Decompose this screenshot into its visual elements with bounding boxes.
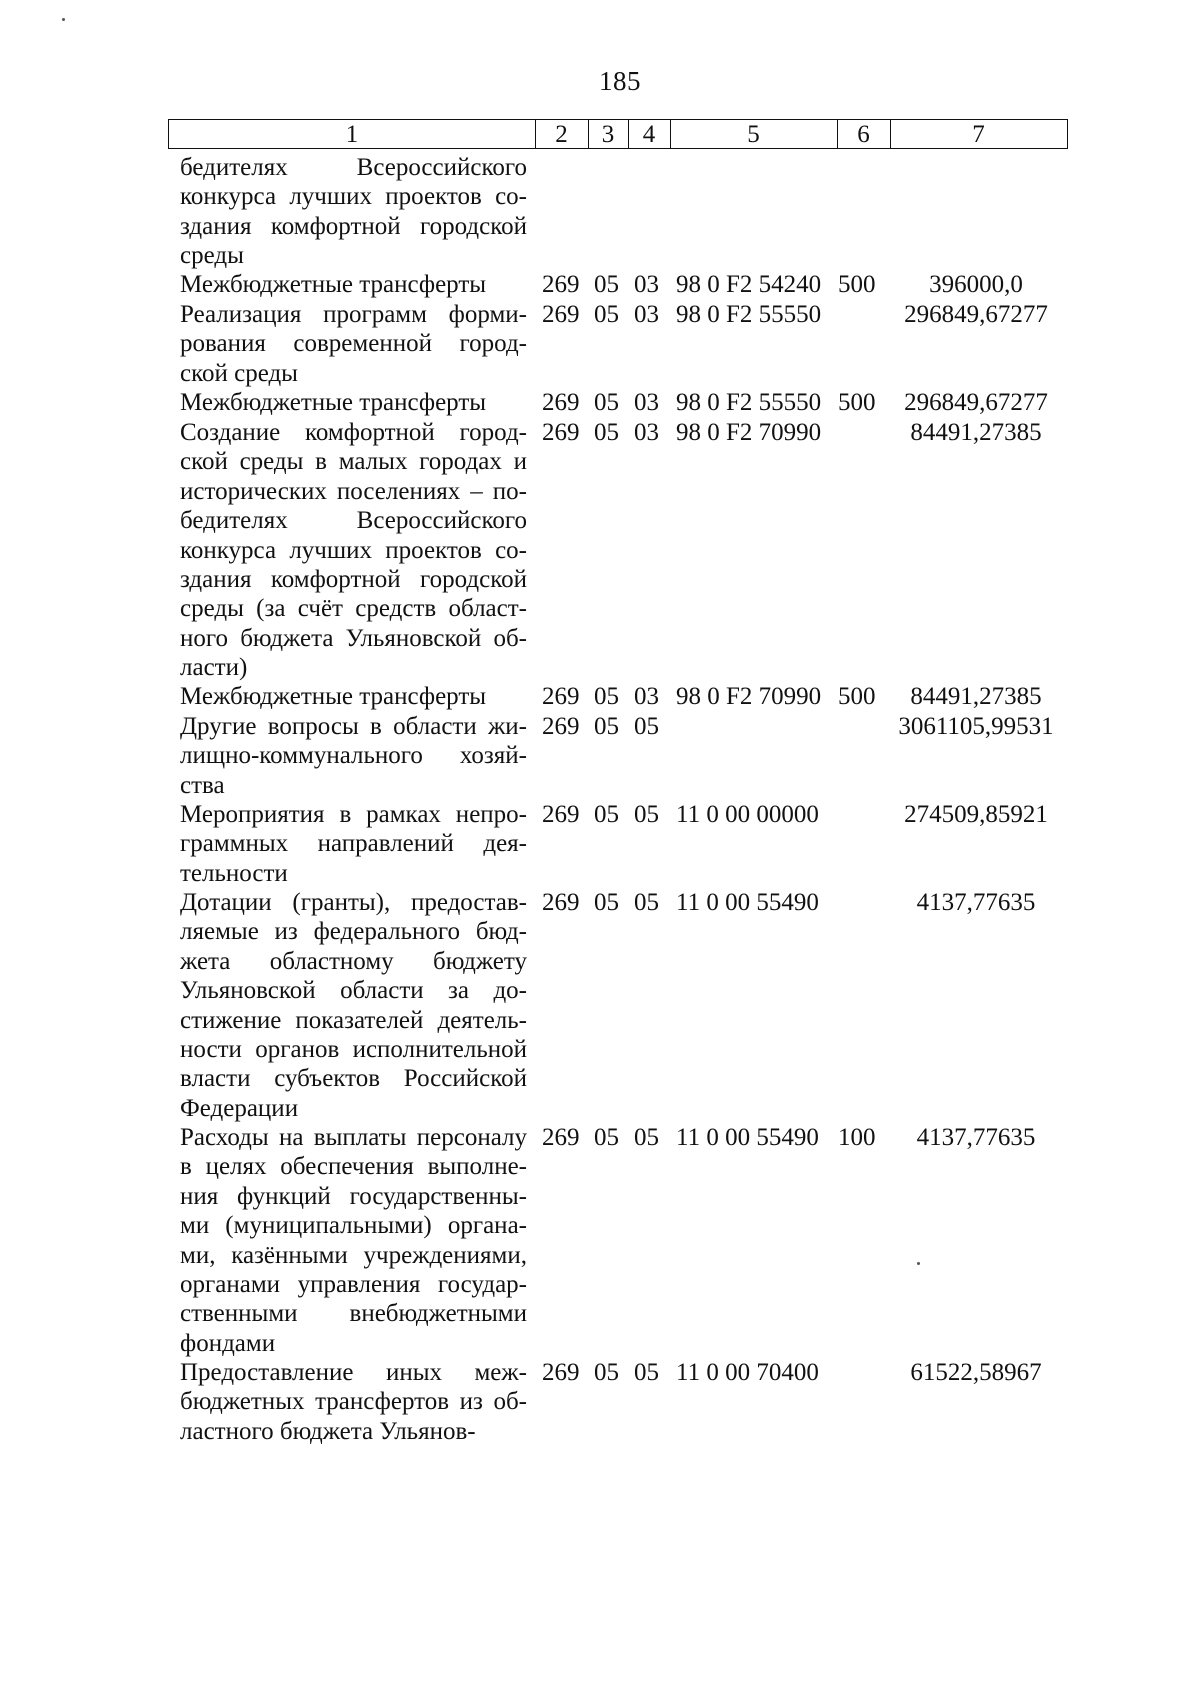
description-line: ного бюджета Ульяновской об- — [180, 624, 527, 652]
description-line: ской среды в малых городах и — [180, 448, 527, 476]
code-podrazdel: 05 — [634, 713, 659, 740]
description-line: бедителях Всероссийского — [180, 154, 527, 181]
description-line: конкурса лучших проектов со- — [180, 183, 527, 211]
amount: 296849,67277 — [904, 301, 1048, 328]
code-podrazdel: 05 — [634, 1359, 659, 1386]
description-line: ния функций государственны- — [180, 1182, 527, 1210]
code-glava: 269 — [542, 683, 580, 710]
code-glava: 269 — [542, 389, 580, 416]
header-col-1: 1 — [345, 121, 359, 148]
description-line: Создание комфортной город- — [180, 419, 527, 446]
header-col-3: 3 — [601, 121, 615, 148]
code-razdel: 05 — [594, 713, 619, 740]
code-podrazdel: 03 — [634, 271, 659, 298]
description-line: ластного бюджета Ульянов- — [180, 1417, 476, 1445]
description-line: ми, казёнными учреждениями, — [180, 1241, 527, 1269]
code-razdel: 05 — [594, 683, 619, 710]
row-description — [180, 153, 527, 271]
code-target-article: 98 0 F2 70990 — [676, 419, 822, 446]
header-col-2: 2 — [555, 121, 568, 148]
description-line: среды — [180, 242, 244, 270]
description-line: бедителях Всероссийского — [180, 507, 527, 535]
description-line: Расходы на выплаты персоналу — [180, 1124, 527, 1151]
description-line: жета областному бюджету — [180, 947, 527, 975]
amount: 4137,77635 — [916, 1124, 1036, 1151]
amount: 84491,27385 — [910, 419, 1042, 446]
header-col-6: 6 — [857, 121, 870, 148]
code-target-article: 98 0 F2 70990 — [676, 683, 822, 710]
code-target-article: 98 0 F2 54240 — [676, 271, 822, 298]
code-razdel: 05 — [594, 301, 619, 328]
amount: 396000,0 — [929, 271, 1023, 298]
row-description — [180, 1123, 527, 1358]
code-razdel: 05 — [594, 1359, 619, 1386]
code-target-article: 98 0 F2 55550 — [676, 301, 822, 328]
code-glava: 269 — [542, 1124, 580, 1151]
description-line: ской среды — [180, 359, 298, 387]
description-line: ми (муниципальными) органа- — [180, 1212, 527, 1240]
description-line: исторических поселениях – по- — [180, 477, 527, 505]
description-line: Предоставление иных меж- — [180, 1359, 527, 1386]
header-col-4: 4 — [642, 121, 656, 148]
description-line: фондами — [180, 1329, 276, 1357]
code-podrazdel: 03 — [634, 683, 659, 710]
description-line: Мероприятия в рамках непро- — [180, 801, 527, 828]
description-line: ственными внебюджетными — [180, 1300, 527, 1328]
code-podrazdel: 03 — [634, 419, 659, 446]
code-target-article: 11 0 00 00000 — [676, 801, 819, 828]
header-col-5: 5 — [747, 121, 760, 148]
row-description — [180, 388, 527, 417]
description-line: здания комфортной городской — [180, 566, 527, 594]
code-expense-type: 500 — [838, 683, 876, 710]
amount: 61522,58967 — [910, 1359, 1042, 1386]
description-line: Межбюджетные трансферты — [180, 683, 487, 710]
row-description — [180, 418, 527, 683]
description-line: Федерации — [180, 1094, 299, 1122]
description-line: органами управления государ- — [180, 1271, 527, 1299]
description-line: Дотации (гранты), предостав- — [180, 889, 527, 916]
code-expense-type: 500 — [838, 271, 876, 298]
code-glava: 269 — [542, 889, 580, 916]
description-line: среды (за счёт средств област- — [180, 595, 527, 623]
description-line: ляемые из федерального бюд- — [180, 918, 527, 946]
description-line: в целях обеспечения выполне- — [180, 1153, 527, 1181]
code-razdel: 05 — [594, 419, 619, 446]
description-line: власти субъектов Российской — [180, 1065, 527, 1093]
row-description — [180, 682, 527, 711]
description-line: лищно-коммунального хозяй- — [180, 742, 527, 770]
page-number: 185 — [599, 66, 641, 96]
description-line: стижение показателей деятель- — [180, 1006, 527, 1034]
row-description — [180, 270, 527, 299]
header-col-7: 7 — [972, 121, 985, 148]
description-line: Ульяновской области за до- — [180, 977, 527, 1005]
code-podrazdel: 03 — [634, 389, 659, 416]
code-glava: 269 — [542, 419, 580, 446]
row-description — [180, 888, 527, 1123]
code-razdel: 05 — [594, 271, 619, 298]
description-line: ласти) — [180, 654, 248, 682]
code-razdel: 05 — [594, 801, 619, 828]
code-glava: 269 — [542, 801, 580, 828]
code-target-article: 11 0 00 55490 — [676, 889, 819, 916]
code-razdel: 05 — [594, 1124, 619, 1151]
code-target-article: 98 0 F2 55550 — [676, 389, 822, 416]
row-description — [180, 712, 527, 800]
code-expense-type: 100 — [838, 1124, 876, 1151]
amount: 84491,27385 — [910, 683, 1042, 710]
amount: 4137,77635 — [916, 889, 1036, 916]
description-line: здания комфортной городской — [180, 212, 527, 240]
row-description — [180, 300, 527, 388]
code-podrazdel: 05 — [634, 801, 659, 828]
code-glava: 269 — [542, 1359, 580, 1386]
scan-speck — [917, 1262, 920, 1265]
code-podrazdel: 03 — [634, 301, 659, 328]
row-description — [180, 800, 527, 888]
description-line: Межбюджетные трансферты — [180, 389, 487, 416]
description-line: ности органов исполнительной — [180, 1036, 527, 1064]
code-podrazdel: 05 — [634, 889, 659, 916]
code-target-article: 11 0 00 70400 — [676, 1359, 819, 1386]
description-line: конкурса лучших проектов со- — [180, 536, 527, 564]
code-razdel: 05 — [594, 889, 619, 916]
description-line: тельности — [180, 859, 288, 887]
code-expense-type: 500 — [838, 389, 876, 416]
description-line: Межбюджетные трансферты — [180, 271, 487, 298]
description-line: ства — [180, 771, 225, 799]
description-line: бюджетных трансфертов из об- — [180, 1388, 527, 1416]
description-line: рования современной город- — [180, 330, 527, 358]
description-line: Реализация программ форми- — [180, 301, 527, 328]
code-razdel: 05 — [594, 389, 619, 416]
row-description — [180, 1358, 527, 1446]
code-target-article: 11 0 00 55490 — [676, 1124, 819, 1151]
code-glava: 269 — [542, 271, 580, 298]
description-line: граммных направлений дея- — [180, 830, 527, 858]
amount: 274509,85921 — [904, 801, 1048, 828]
description-line: Другие вопросы в области жи- — [180, 713, 527, 740]
amount: 3061105,99531 — [898, 713, 1054, 740]
amount: 296849,67277 — [904, 389, 1048, 416]
scan-speck — [62, 18, 65, 21]
code-glava: 269 — [542, 713, 580, 740]
code-podrazdel: 05 — [634, 1124, 659, 1151]
code-glava: 269 — [542, 301, 580, 328]
